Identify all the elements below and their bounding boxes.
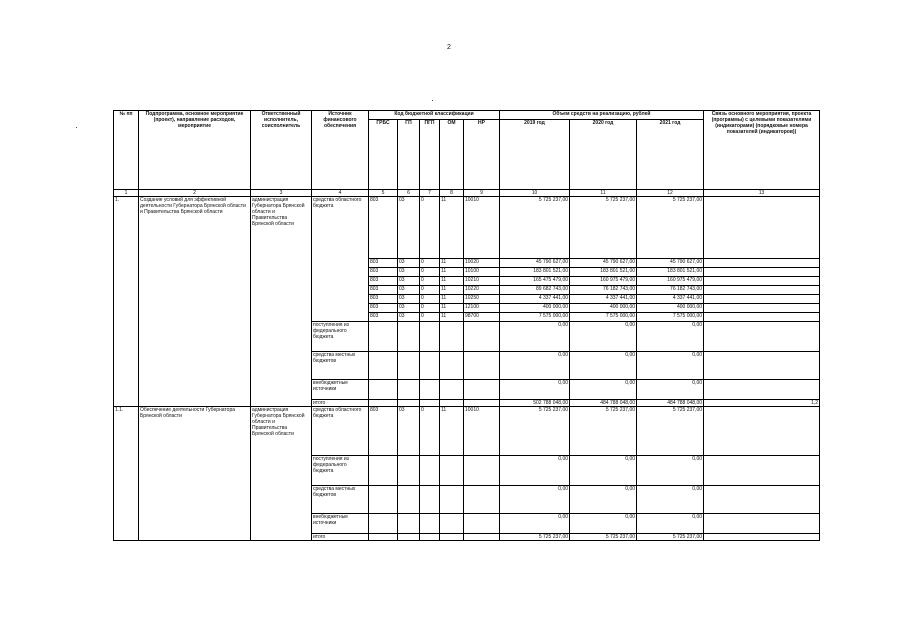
link-cell: [704, 295, 820, 304]
value-2020: 0,00: [570, 322, 637, 352]
link-cell: [704, 352, 820, 380]
om-cell: 11: [440, 286, 464, 295]
value-2020: 183 801 521,00: [570, 268, 637, 277]
pgp-cell: 0: [420, 197, 440, 259]
total-2019: 502 788 048,00: [500, 400, 570, 407]
pgp-cell: 0: [420, 304, 440, 313]
source-label: поступления из федерального бюджета: [312, 322, 369, 352]
link-cell: [704, 268, 820, 277]
value-2020: 7 575 000,00: [570, 313, 637, 322]
nr-cell: 10220: [464, 286, 500, 295]
total-label: итого: [312, 400, 369, 407]
header-source: Источник финансового обеспечения: [312, 111, 369, 190]
nr-cell: 98700: [464, 313, 500, 322]
nr-cell: 10010: [464, 407, 500, 456]
source-label: внебюджетные источники: [312, 380, 369, 400]
gp-cell: 03: [398, 197, 420, 259]
total-2020: 5 725 237,00: [570, 534, 637, 541]
pgp-cell: 0: [420, 268, 440, 277]
value-2019: 0,00: [500, 486, 570, 514]
value-2021: 400 000,00: [637, 304, 704, 313]
value-2019: 183 801 521,00: [500, 268, 570, 277]
value-2019: 0,00: [500, 514, 570, 534]
value-2019: 400 000,00: [500, 304, 570, 313]
source-label: средства областного бюджета: [312, 197, 369, 322]
link-cell: [704, 286, 820, 295]
header-2021: 2021 год: [637, 120, 704, 190]
col-number: 7: [420, 190, 440, 197]
row-num: 1.: [114, 197, 139, 407]
header-2019: 2019 год: [500, 120, 570, 190]
grbs-cell: 803: [369, 295, 398, 304]
value-2019: 89 682 743,00: [500, 286, 570, 295]
header-executor: Ответственный исполнитель, соисполнитель: [251, 111, 312, 190]
link-cell: [704, 380, 820, 400]
nr-cell: 10210: [464, 277, 500, 286]
grbs-cell: 803: [369, 407, 398, 456]
total-2021: 484 788 048,00: [637, 400, 704, 407]
link-cell: [704, 277, 820, 286]
value-2019: 0,00: [500, 352, 570, 380]
om-cell: 11: [440, 197, 464, 259]
om-cell: 11: [440, 313, 464, 322]
nr-cell: 10100: [464, 268, 500, 277]
value-2021: 4 337 441,00: [637, 295, 704, 304]
gp-cell: 03: [398, 268, 420, 277]
value-2021: 0,00: [637, 514, 704, 534]
col-number: 5: [369, 190, 398, 197]
total-2020: 484 788 048,00: [570, 400, 637, 407]
pgp-cell: 0: [420, 313, 440, 322]
gp-cell: 03: [398, 286, 420, 295]
total-2021: 5 725 237,00: [637, 534, 704, 541]
value-2019: 0,00: [500, 380, 570, 400]
grbs-cell: 803: [369, 304, 398, 313]
gp-cell: 03: [398, 259, 420, 268]
source-label: средства местных бюджетов: [312, 352, 369, 380]
value-2020: 0,00: [570, 486, 637, 514]
row-num: 1.1.: [114, 407, 139, 541]
header-grbs: ГРБС: [369, 120, 398, 190]
grbs-cell: 803: [369, 197, 398, 259]
link-cell: [704, 313, 820, 322]
value-2019: 5 725 237,00: [500, 407, 570, 456]
link-cell: [704, 197, 820, 259]
om-cell: 11: [440, 268, 464, 277]
grbs-cell: 803: [369, 259, 398, 268]
value-2020: 5 725 237,00: [570, 407, 637, 456]
col-number: 8: [440, 190, 464, 197]
table-row: [114, 407, 820, 456]
executor: администрация Губернатора Брянской области и Правительства Брянской области: [251, 407, 312, 541]
header-gp: ГП: [398, 120, 420, 190]
pgp-cell: 0: [420, 259, 440, 268]
value-2020: 0,00: [570, 456, 637, 486]
nr-cell: 12100: [464, 304, 500, 313]
value-2020: 160 975 479,00: [570, 277, 637, 286]
value-2020: 4 337 441,00: [570, 295, 637, 304]
value-2020: 5 725 237,00: [570, 197, 637, 259]
link-cell: [704, 486, 820, 514]
nr-cell: 10010: [464, 197, 500, 259]
total-2019: 5 725 237,00: [500, 534, 570, 541]
value-2019: 4 337 441,00: [500, 295, 570, 304]
scan-dot: [76, 127, 77, 128]
om-cell: 11: [440, 304, 464, 313]
link-cell: [704, 322, 820, 352]
value-2021: 5 725 237,00: [637, 407, 704, 456]
col-number: 1: [114, 190, 139, 197]
value-2020: 45 790 627,00: [570, 259, 637, 268]
table-row: [114, 197, 820, 259]
header-om: ОМ: [440, 120, 464, 190]
link-cell: [704, 407, 820, 456]
pgp-cell: 0: [420, 286, 440, 295]
source-label: поступления из федерального бюджета: [312, 456, 369, 486]
nr-cell: 10250: [464, 295, 500, 304]
gp-cell: 03: [398, 407, 420, 456]
header-num: № пп: [114, 111, 139, 190]
col-number: 11: [570, 190, 637, 197]
value-2019: 45 790 627,00: [500, 259, 570, 268]
total-label: итого: [312, 534, 369, 541]
value-2021: 160 975 479,00: [637, 277, 704, 286]
gp-cell: 03: [398, 295, 420, 304]
om-cell: 11: [440, 407, 464, 456]
source-label: средства областного бюджета: [312, 407, 369, 456]
value-2021: 7 575 000,00: [637, 313, 704, 322]
om-cell: 11: [440, 277, 464, 286]
col-number: 13: [704, 190, 820, 197]
value-2019: 0,00: [500, 322, 570, 352]
value-2019: 7 575 000,00: [500, 313, 570, 322]
value-2021: 0,00: [637, 380, 704, 400]
value-2021: 76 182 743,00: [637, 286, 704, 295]
link-cell: 1,2: [704, 400, 820, 407]
value-2021: 0,00: [637, 352, 704, 380]
budget-table: [113, 110, 820, 541]
link-cell: [704, 514, 820, 534]
gp-cell: 03: [398, 277, 420, 286]
value-2019: 0,00: [500, 456, 570, 486]
value-2020: 0,00: [570, 514, 637, 534]
pgp-cell: 0: [420, 295, 440, 304]
source-label: средства местных бюджетов: [312, 486, 369, 514]
value-2020: 76 182 743,00: [570, 286, 637, 295]
pgp-cell: 0: [420, 277, 440, 286]
header-budget-code: Код бюджетной классификации: [369, 111, 500, 120]
om-cell: 11: [440, 259, 464, 268]
link-cell: [704, 534, 820, 541]
col-number: 9: [464, 190, 500, 197]
value-2021: 0,00: [637, 456, 704, 486]
nr-cell: 10020: [464, 259, 500, 268]
om-cell: 11: [440, 295, 464, 304]
pgp-cell: 0: [420, 407, 440, 456]
grbs-cell: 803: [369, 277, 398, 286]
value-2020: 400 000,00: [570, 304, 637, 313]
executor: администрация Губернатора Брянской области и Правительства Брянской области: [251, 197, 312, 407]
col-number: 10: [500, 190, 570, 197]
header-subprogram: Подпрограмма, основное мероприятие (проект), направление расходов, мероприятие: [139, 111, 251, 190]
col-number: 2: [139, 190, 251, 197]
value-2020: 0,00: [570, 380, 637, 400]
col-number: 12: [637, 190, 704, 197]
header-volume: Объем средств на реализацию, рублей: [500, 111, 704, 120]
col-number: 6: [398, 190, 420, 197]
gp-cell: 03: [398, 304, 420, 313]
page-number: 2: [447, 44, 451, 51]
source-label: внебюджетные источники: [312, 514, 369, 534]
header-link: Связь основного мероприятия, проекта (программы) с целевыми показателями (индикаторами) (порядковые номера показателей (индикаторов)): [704, 111, 820, 190]
value-2020: 0,00: [570, 352, 637, 380]
value-2021: 0,00: [637, 486, 704, 514]
grbs-cell: 803: [369, 286, 398, 295]
col-number: 3: [251, 190, 312, 197]
link-cell: [704, 259, 820, 268]
value-2021: 183 801 521,00: [637, 268, 704, 277]
value-2021: 45 790 627,00: [637, 259, 704, 268]
gp-cell: 03: [398, 313, 420, 322]
value-2021: 5 725 237,00: [637, 197, 704, 259]
header-nr: НР: [464, 120, 500, 190]
value-2021: 0,00: [637, 322, 704, 352]
header-pgp: ПГП: [420, 120, 440, 190]
grbs-cell: 803: [369, 313, 398, 322]
activity-name: Обеспечение деятельности Губернатора Брянской области: [139, 407, 251, 541]
value-2019: 165 475 479,00: [500, 277, 570, 286]
header-2020: 2020 год: [570, 120, 637, 190]
grbs-cell: 803: [369, 268, 398, 277]
col-number: 4: [312, 190, 369, 197]
scan-dot: [432, 100, 433, 101]
link-cell: [704, 304, 820, 313]
column-number-row: [114, 190, 820, 197]
activity-name: Создание условий для эффективной деятельности Губернатора Брянской области и Правительства Брянской области: [139, 197, 251, 407]
link-cell: [704, 456, 820, 486]
value-2019: 5 725 237,00: [500, 197, 570, 259]
